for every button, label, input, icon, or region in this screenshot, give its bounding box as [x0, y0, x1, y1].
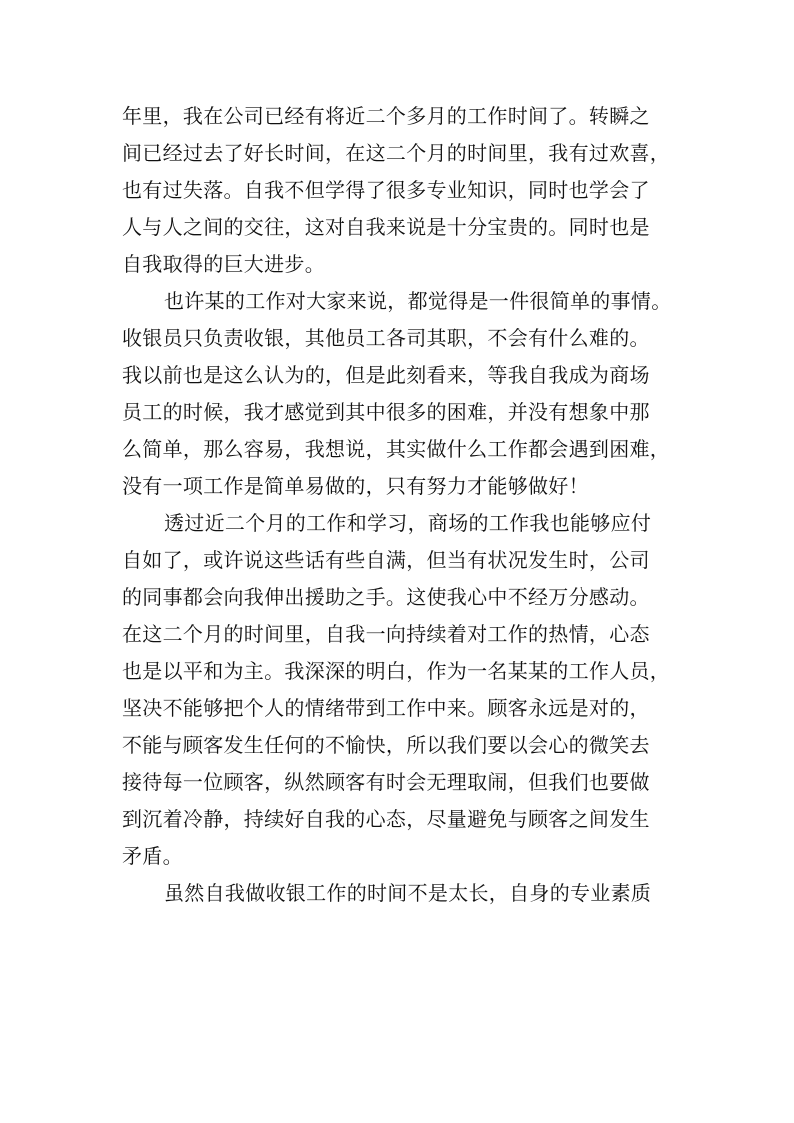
text-line: 人与人之间的交往，这对自我来说是十分宝贵的。同时也是 [122, 215, 650, 239]
text-line: 坚决不能够把个人的情绪带到工作中来。顾客永远是对的， [122, 696, 650, 720]
text-line: 接待每一位顾客，纵然顾客有时会无理取闹，但我们也要做 [122, 770, 650, 794]
text-line: 到沉着冷静，持续好自我的心态，尽量避免与顾客之间发生 [122, 807, 650, 831]
text-line: 间已经过去了好长时间，在这二个月的时间里，我有过欢喜， [122, 141, 671, 165]
text-line: 矛盾。 [122, 844, 183, 868]
paragraph-start-line: 也许某的工作对大家来说，都觉得是一件很简单的事情。 [164, 289, 672, 313]
text-line: 年里，我在公司已经有将近二个多月的工作时间了。转瞬之 [122, 104, 650, 128]
text-line: 也有过失落。自我不但学得了很多专业知识，同时也学会了 [122, 178, 650, 202]
text-line: 自如了，或许说这些话有些自满，但当有状况发生时，公司 [122, 548, 650, 572]
text-line: 么简单，那么容易，我想说，其实做什么工作都会遇到困难， [122, 437, 671, 461]
text-line: 没有一项工作是简单易做的，只有努力才能够做好！ [122, 474, 589, 498]
text-line: 的同事都会向我伸出援助之手。这使我心中不经万分感动。 [122, 585, 650, 609]
text-line: 不能与顾客发生任何的不愉快，所以我们要以会心的微笑去 [122, 733, 650, 757]
text-line: 在这二个月的时间里，自我一向持续着对工作的热情，心态 [122, 622, 650, 646]
text-line: 我以前也是这么认为的，但是此刻看来，等我自我成为商场 [122, 363, 650, 387]
text-line: 也是以平和为主。我深深的明白，作为一名某某的工作人员， [122, 659, 671, 683]
text-line: 员工的时候，我才感觉到其中很多的困难，并没有想象中那 [122, 400, 650, 424]
paragraph-start-line: 虽然自我做收银工作的时间不是太长，自身的专业素质 [164, 881, 652, 905]
document-body [122, 98, 682, 912]
text-line: 自我取得的巨大进步。 [122, 252, 325, 276]
paragraph-start-line: 透过近二个月的工作和学习，商场的工作我也能够应付 [164, 511, 652, 535]
text-line: 收银员只负责收银，其他员工各司其职，不会有什么难的。 [122, 326, 650, 350]
